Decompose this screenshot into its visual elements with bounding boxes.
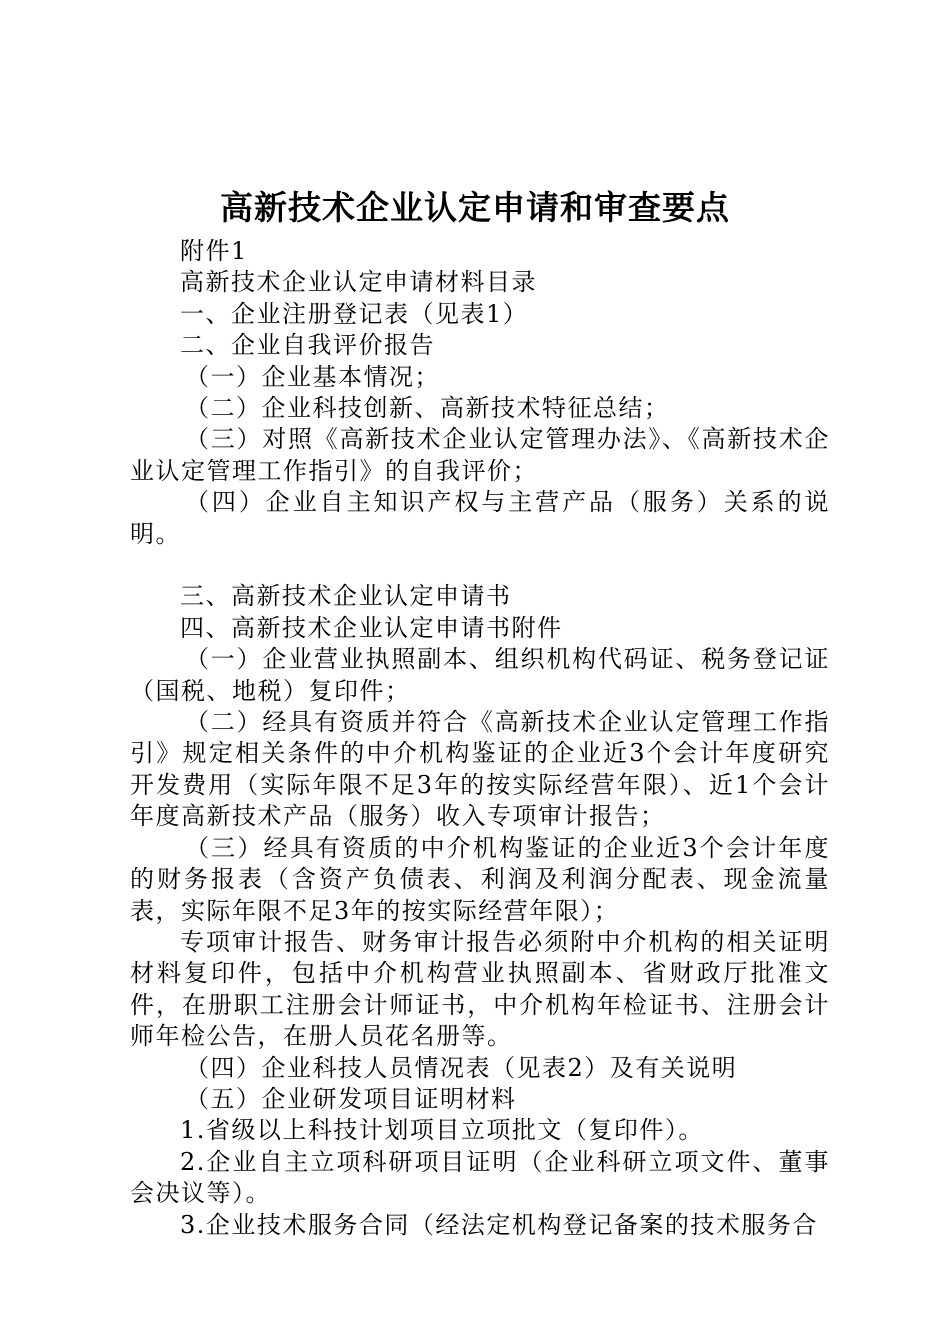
list-item: 2.企业自主立项科研项目证明（企业科研立项文件、董事会决议等）。 — [130, 1147, 830, 1208]
list-item: （四）企业自主知识产权与主营产品（服务）关系的说明。 — [130, 488, 830, 548]
blank-line — [130, 550, 830, 581]
list-item: 3.企业技术服务合同（经法定机构登记备案的技术服务合 — [180, 1210, 818, 1239]
attachment-label: 附件1 — [180, 237, 248, 265]
list-item: （一）企业营业执照副本、组织机构代码证、税务登记证（国税、地税）复印件； — [130, 645, 830, 705]
list-item: （五）企业研发项目证明材料 — [185, 1084, 517, 1113]
document-body — [130, 236, 830, 1241]
list-item: 四、高新技术企业认定申请书附件 — [180, 613, 563, 642]
list-item: （二）企业科技创新、高新技术特征总结； — [185, 394, 670, 423]
list-item: （三）经具有资质的中介机构鉴证的企业近3个会计年度的财务报表（含资产负债表、利润及利润分配表、现金流量表，实际年限不足3年的按实际经营年限）； — [130, 833, 830, 925]
list-item: （二）经具有资质并符合《高新技术企业认定管理工作指引》规定相关条件的中介机构鉴证的企业近3个会计年度研究开发费用（实际年限不足3年的按实际经营年限）、近1个会计年度高新技术产品（服务）收入专项审计报告； — [130, 708, 830, 831]
list-item: 二、企业自我评价报告 — [180, 331, 435, 360]
list-item: 1.省级以上科技计划项目立项批文（复印件）。 — [180, 1116, 704, 1145]
list-item: （四）企业科技人员情况表（见表2）及有关说明 — [185, 1053, 738, 1082]
list-item: （一）企业基本情况； — [185, 362, 440, 391]
list-item: 一、企业注册登记表（见表1） — [180, 299, 529, 328]
list-item: 三、高新技术企业认定申请书 — [180, 582, 512, 611]
body-paragraph: 专项审计报告、财务审计报告必须附中介机构的相关证明材料复印件，包括中介机构营业执照副本、省财政厅批准文件，在册职工注册会计师证书，中介机构年检证书、注册会计师年检公告，在册人员花名册等。 — [130, 927, 830, 1051]
list-item: （三）对照《高新技术企业认定管理办法》、《高新技术企业认定管理工作指引》的自我评价； — [130, 425, 830, 485]
page-title: 高新技术企业认定申请和审查要点 — [220, 188, 730, 227]
section-heading: 高新技术企业认定申请材料目录 — [180, 268, 537, 297]
